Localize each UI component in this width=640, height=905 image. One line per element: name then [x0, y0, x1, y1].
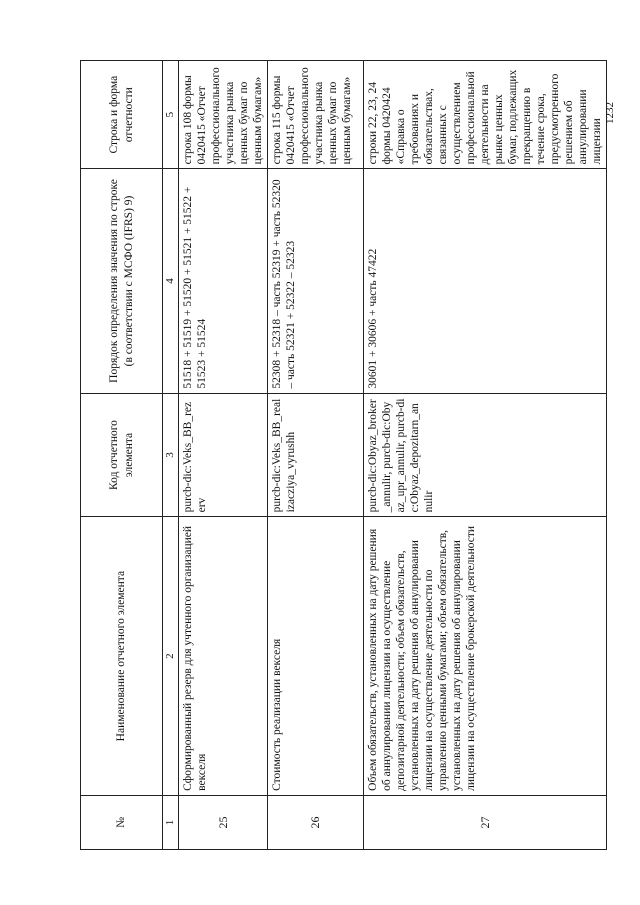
header-element-name: Наименование отчетного элемента: [81, 517, 163, 795]
header-element-code: Код отчетного элемента: [81, 393, 163, 517]
row-number: 27: [364, 795, 607, 849]
header-number: №: [81, 795, 163, 849]
table-header-row: [81, 61, 163, 850]
table-row: [268, 61, 364, 850]
table-row: [364, 61, 607, 850]
reporting-line: строка 108 формы 0420415 «Отчет профессионального участника рынка ценных бумаг по ценным бумагам»: [179, 61, 268, 169]
element-name: Сформированный резерв для учтенного организацией векселя: [179, 517, 268, 795]
element-name: Стоимость реализации векселя: [268, 517, 364, 795]
column-numbers-row: [163, 61, 179, 850]
header-reporting-line: Строка и форма отчетности: [81, 61, 163, 169]
column-number: 1: [163, 795, 179, 849]
row-number: 25: [179, 795, 268, 849]
element-name: Объем обязательств, установленных на дату решения об аннулировании лицензии на осуществление депозитарной деятельности; объем обязательств, установленных на дату решения об аннулировании лицензии на осуществление деятельности по управлению ценными бумагами; объем обязательств, установленных на дату решения об аннулировании лицензии на осуществление брокерской деятельности: [364, 517, 607, 795]
element-code: purcb-dic:Obyaz_broker_annulir, purcb-dic:Obyaz_upr_annulir, purcb-dic:Obyaz_depozitarn_annulir: [364, 393, 607, 517]
header-determination-order: Порядок определения значения по строке (в соответствии с МСФО (IFRS) 9): [81, 169, 163, 393]
column-number: 2: [163, 517, 179, 795]
page-number: 1232: [604, 102, 616, 124]
row-number: 26: [268, 795, 364, 849]
determination-order: 51518 + 51519 + 51520 + 51521 + 51522 + 51523 + 51524: [179, 169, 268, 393]
reporting-line: строки 22, 23, 24 формы 0420424 «Справка о требованиях и обязательствах, связанных с осуществлением профессиональной деятельности на рынке ценных бумаг, подлежащих прекращению в течение срока, предусмотренного решением об аннулировании лицензии: [364, 61, 607, 169]
table-row: [179, 61, 268, 850]
column-number: 4: [163, 169, 179, 393]
element-code: purcb-dic:Veks_BB_realizacziya_vyrushh: [268, 393, 364, 517]
element-code: purcb-dic:Veks_BB_rezerv: [179, 393, 268, 517]
column-number: 3: [163, 393, 179, 517]
column-number: 5: [163, 61, 179, 169]
reporting-line: строка 115 формы 0420415 «Отчет профессионального участника рынка ценных бумаг по ценным бумагам»: [268, 61, 364, 169]
determination-order: 30601 + 30606 + часть 47422: [364, 169, 607, 393]
determination-order: 52308 + 52318 – часть 52319 + часть 52320 – часть 52321 + 52322 – 52323: [268, 169, 364, 393]
reporting-elements-table: [80, 60, 607, 850]
